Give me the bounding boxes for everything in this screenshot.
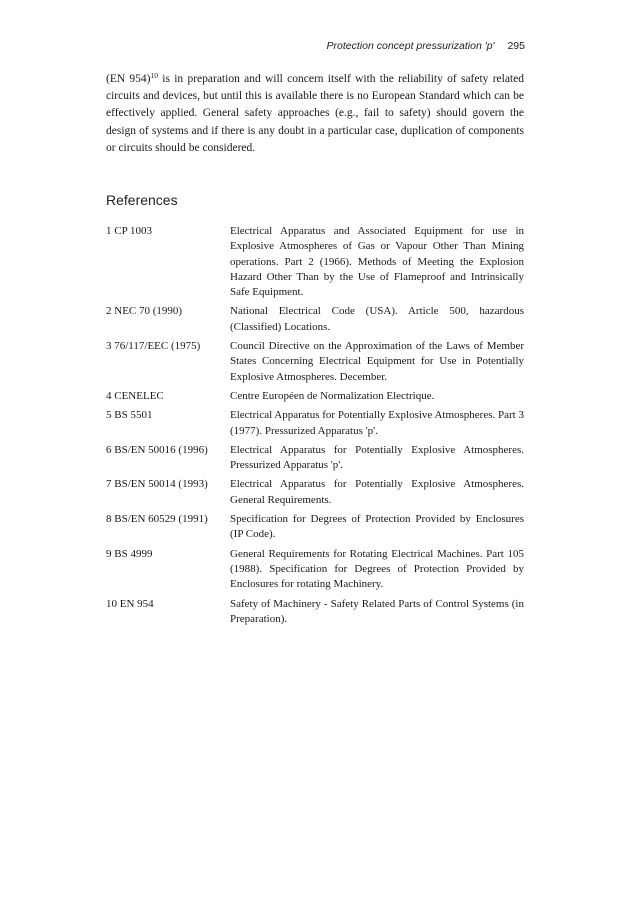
reference-text: Electrical Apparatus for Potentially Explosive Atmospheres. General Requirements. bbox=[230, 478, 524, 506]
reference-item bbox=[106, 597, 524, 628]
reference-item bbox=[106, 389, 524, 404]
reference-label: 8 BS/EN 60529 (1991) bbox=[106, 513, 208, 526]
intro-body: is in preparation and will concern itself with the reliability of safety related circuits and devices, but until this is available there is no European Standard which can be effectively applied. General safety approaches (e.g., fail to safety) should govern the design of systems and if there is any doubt in a particular case, duplication of components or circuits should be considered. bbox=[106, 73, 524, 154]
reference-item bbox=[106, 304, 524, 335]
reference-item bbox=[106, 512, 524, 543]
references-heading: References bbox=[106, 192, 178, 208]
reference-text: Safety of Machinery - Safety Related Parts of Control Systems (in Preparation). bbox=[230, 597, 524, 625]
reference-item bbox=[106, 477, 524, 508]
reference-text: Electrical Apparatus for Potentially Explosive Atmospheres. Part 3 (1977). Pressurized Apparatus 'p'. bbox=[230, 409, 524, 437]
reference-list bbox=[106, 224, 524, 631]
reference-label: 3 76/117/EEC (1975) bbox=[106, 340, 201, 353]
reference-item bbox=[106, 443, 524, 474]
footnote-marker: 10 bbox=[150, 71, 159, 80]
page-number: 295 bbox=[507, 40, 525, 52]
reference-item bbox=[106, 339, 524, 385]
reference-label: 6 BS/EN 50016 (1996) bbox=[106, 443, 208, 456]
reference-text: Centre Européen de Normalization Electrique. bbox=[230, 389, 435, 402]
intro-lead: (EN 954) bbox=[106, 73, 151, 85]
reference-text: Council Directive on the Approximation of the Laws of Member States Concerning Electrical Equipment for Use in Potentially Explosive Atmospheres. December. bbox=[230, 340, 524, 383]
reference-label: 2 NEC 70 (1990) bbox=[106, 305, 183, 318]
intro-paragraph bbox=[106, 71, 524, 157]
reference-text: Specification for Degrees of Protection Provided by Enclosures (IP Code). bbox=[230, 513, 524, 541]
running-head bbox=[327, 40, 525, 52]
reference-text: Electrical Apparatus for Potentially Explosive Atmospheres. Pressurized Apparatus 'p'. bbox=[230, 443, 524, 472]
reference-item bbox=[106, 408, 524, 439]
reference-label: 5 BS 5501 bbox=[106, 409, 153, 422]
reference-text: General Requirements for Rotating Electrical Machines. Part 105 (1988). Specification for Degrees of Protection Provided by Enclosures for rotating Machinery. bbox=[230, 547, 524, 591]
reference-item bbox=[106, 547, 524, 593]
reference-text: National Electrical Code (USA). Article 500, hazardous (Classified) Locations. bbox=[230, 305, 524, 333]
reference-label: 9 BS 4999 bbox=[106, 547, 153, 560]
reference-label: 7 BS/EN 50014 (1993) bbox=[106, 478, 208, 491]
reference-label: 1 CP 1003 bbox=[106, 225, 153, 237]
reference-label: 10 EN 954 bbox=[106, 597, 154, 610]
reference-label: 4 CENELEC bbox=[106, 389, 164, 402]
reference-text: Electrical Apparatus and Associated Equipment for use in Explosive Atmospheres of Gas or Vapour Other Than Mining operations. Part 2 (1966). Methods of Meeting the Explosion Hazard Other Than by the Use of Flameproof and Intrinsically Safe Equipment. bbox=[230, 225, 524, 299]
reference-item bbox=[106, 224, 524, 300]
running-head-title: Protection concept pressurization 'p' bbox=[326, 40, 495, 52]
